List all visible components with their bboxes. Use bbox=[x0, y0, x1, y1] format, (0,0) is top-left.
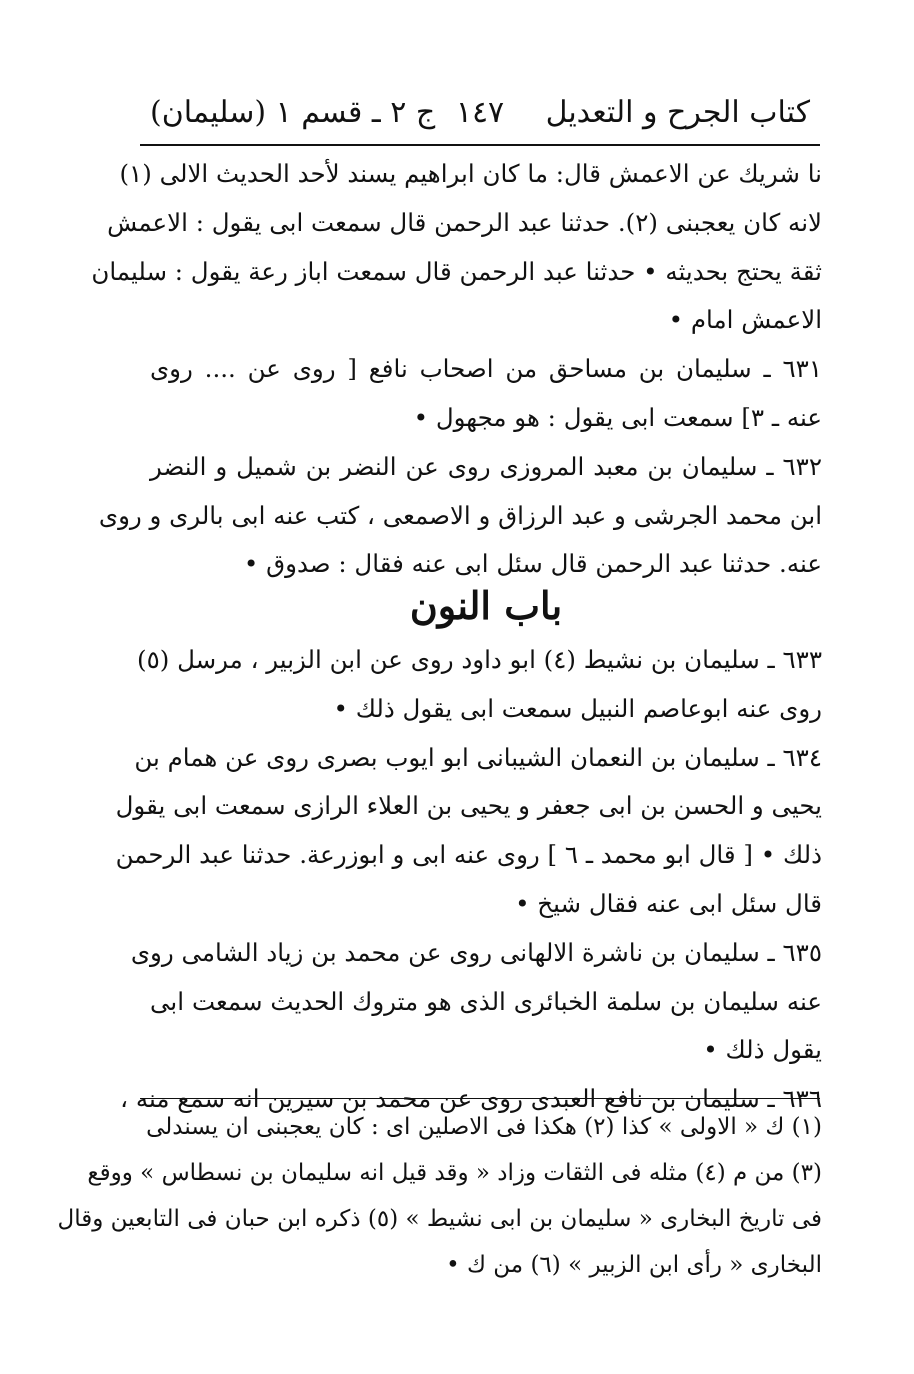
text-line: لانه كان يعجبنى (٢). حدثنا عبد الرحمن قال سمعت ابى يقول : الاعمش bbox=[107, 207, 822, 237]
entry-634: ٦٣٤ ـ سليمان بن النعمان الشيبانى ابو ايوب بصرى روى عن همام بن bbox=[134, 742, 822, 772]
text-line: يقول ذلك • bbox=[703, 1035, 822, 1065]
text-line: ذلك • [ قال ابو محمد ـ ٦ ] روى عنه ابى و ابوزرعة. حدثنا عبد الرحمن bbox=[115, 840, 822, 870]
page-number: ١٤٧ bbox=[455, 95, 505, 130]
header-rule bbox=[140, 144, 820, 146]
entry-632: ٦٣٢ ـ سليمان بن معبد المروزى روى عن النضر بن شميل و النضر bbox=[150, 451, 822, 481]
text-line: ثقة يحتج بحديثه • حدثنا عبد الرحمن قال سمعت اباز رعة يقول : سليمان bbox=[91, 256, 822, 286]
text-line: روى عنه ابوعاصم النبيل سمعت ابى يقول ذلك • bbox=[333, 693, 822, 723]
volume-label: (سليمان) ج ٢ ـ قسم ١ bbox=[150, 95, 436, 130]
body-text-top bbox=[91, 150, 822, 589]
footnote-line: البخارى « رأى ابن الزبير » (٦) من ك • bbox=[446, 1252, 822, 1278]
footnote-line: (٣) من م (٤) مثله فى الثقات وزاد « وقد قيل انه سليمان بن نسطاس » ووقع bbox=[87, 1160, 822, 1186]
text-line: يحيى و الحسن بن ابى جعفر و يحيى بن العلاء الرازى سمعت ابى يقول bbox=[115, 791, 822, 821]
text-line: عنه سليمان بن سلمة الخبائرى الذى هو متروك الحديث سمعت ابى bbox=[150, 986, 822, 1016]
footnote-rule bbox=[140, 1098, 820, 1099]
text-line: الاعمش امام • bbox=[668, 305, 822, 335]
text-line: نا شريك عن الاعمش قال: ما كان ابراهيم يسند لأحد الحديث الالى (١) bbox=[119, 159, 822, 188]
text-line: عنه ـ ٣] سمعت ابى يقول : هو مجهول • bbox=[413, 402, 822, 432]
footnote-line: (١) ك « الاولى » كذا (٢) هكذا فى الاصلين اى : كان يعجبنى ان يسندلى bbox=[146, 1114, 822, 1140]
footnotes bbox=[57, 1104, 822, 1288]
footnote-line: فى تاريخ البخارى « سليمان بن ابى نشيط » (٥) ذكره ابن حبان فى التابعين وقال bbox=[57, 1206, 822, 1232]
text-line: عنه. حدثنا عبد الرحمن قال سئل ابى عنه فقال : صدوق • bbox=[243, 549, 822, 579]
section-heading: باب النون bbox=[409, 583, 563, 628]
body-text-bottom bbox=[115, 636, 822, 1124]
entry-636: ٦٣٦ ـ سليمان بن نافع العبدى روى عن محمد بن سيرين انه سمع منه ، bbox=[120, 1084, 822, 1114]
text-line: ابن محمد الجرشى و عبد الرزاق و الاصمعى ، كتب عنه ابى بالرى و روى bbox=[98, 500, 822, 530]
entry-633: ٦٣٣ ـ سليمان بن نشيط (٤) ابو داود روى عن ابن الزبير ، مرسل (٥) bbox=[137, 645, 822, 674]
book-title: كتاب الجرح و التعديل bbox=[545, 95, 810, 130]
text-line: قال سئل ابى عنه فقال شيخ • bbox=[515, 888, 822, 918]
entry-635: ٦٣٥ ـ سليمان بن ناشرة الالهانى روى عن محمد بن زياد الشامى روى bbox=[130, 937, 822, 967]
entry-631: ٦٣١ ـ سليمان بن مساحق من اصحاب نافع [ روى عن .... روى bbox=[150, 354, 822, 384]
running-header bbox=[150, 86, 810, 140]
